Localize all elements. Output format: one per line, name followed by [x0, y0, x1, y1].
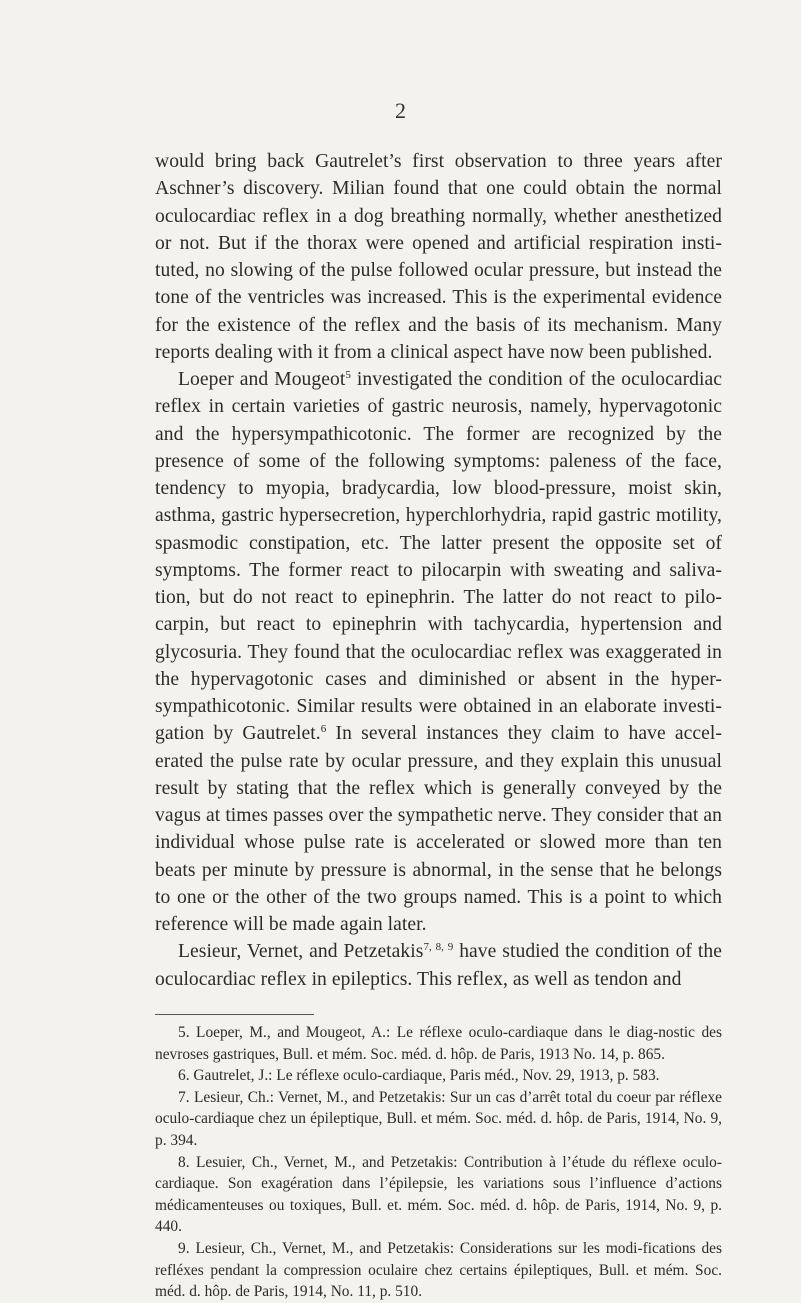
- paragraph-3-text-a: Lesieur, Vernet, and Petzetakis: [178, 941, 424, 963]
- body-paragraph-2: [155, 366, 722, 938]
- footnote-9: 9. Lesieur, Ch., Vernet, M., and Petzetakis: Considerations sur les modi-fications des refléxes pendant la compression oculaire chez certains épileptiques, Bull. et mém. Soc. méd. d. hôp. de Paris, 1914, No. 11, p. 510.: [155, 1239, 722, 1301]
- footnote-7: 7. Lesieur, Ch.: Vernet, M., and Petzetakis: Sur un cas d’arrêt total du coeur par réflexe oculo-cardiaque chez un épileptique, Bull. et mém. Soc. méd. d. hôp. de Paris, 1914, No. 9, p. 394.: [155, 1088, 722, 1149]
- reference-5-marker: 5: [345, 369, 351, 381]
- footnote-5: 5. Loeper, M., and Mougeot, A.: Le réflexe oculo-cardiaque dans le diag-nostic des nevroses gastriques, Bull. et mém. Soc. méd. d. hôp. de Paris, 1913 No. 14, p. 865.: [155, 1024, 722, 1063]
- paragraph-2-text-b: investigated the condition of the oculocardiac reflex in certain varieties of gastric neurosis, namely, hypervagotonic and the hypersympathicotonic. The former are recognized by the presence of some of the following symptoms: paleness of the face, tendency to myopia, bradycardia, low blood-pressure, moist skin, asthma, gastric hypersecretion, hyperchlorhydria, rapid gastric motility, spasmodic constipation, etc. The latter present the opposite set of symptoms. The former react to pilocarpin with sweating and saliva-tion, but do not react to epinephrin. The latter do not react to pilo-carpin, but react to epinephrin with tachycardia, hypertension and glycosuria. They found that the oculocardiac reflex was exaggerated in the hypervagotonic cases and diminished or absent in the hyper-sympathicotonic. Similar results were obtained in an elaborate investi-gation by Gautrelet.: [155, 369, 722, 745]
- footnote-6: 6. Gautrelet, J.: Le réflexe oculo-cardiaque, Paris méd., Nov. 29, 1913, p. 583.: [178, 1067, 660, 1085]
- body-paragraph-1: would bring back Gautrelet’s first observation to three years after Aschner’s discovery. Milian found that one could obtain the normal oculocardiac reflex in a dog breathing normally, whether anesthetized or not. But if the thorax were opened and artificial respiration insti-tuted, no slowing of the pulse followed ocular pressure, but instead the tone of the ventricles was increased. This is the experimental evidence for the existence of the reflex and the basis of its mechanism. Many reports dealing with it from a clinical aspect have now been published.: [155, 151, 722, 363]
- reference-7-8-9-marker: 7, 8, 9: [423, 941, 454, 954]
- page-number: 2: [395, 98, 406, 123]
- footnotes: [155, 1022, 722, 1303]
- footnote-separator: [155, 1014, 314, 1015]
- body-paragraph-3: [155, 938, 722, 993]
- footnote-8: 8. Lesuier, Ch., Vernet, M., and Petzetakis: Contribution à l’étude du réflexe oculo-cardiaque. Son exagération dans l’épilepsie, les variations sous l’influence d’actions médicamenteuses ou toxiques, Bull. et. mém. Soc. méd. d. hôp. de Paris, 1914, No. 9, p. 440.: [155, 1153, 722, 1236]
- body-text: [155, 148, 722, 993]
- reference-6-marker: 6: [320, 723, 327, 736]
- paragraph-3-text-b: have studied the condition of the oculocardiac reflex in epileptics. This reflex, as well as tendon and: [155, 941, 722, 990]
- paragraph-2-text-c: In several instances they claim to have accel-erated the pulse rate by ocular pressure, and they explain this unusual result by stating that the reflex which is generally conveyed by the vagus at times passes over the sympathetic nerve. They consider that an individual whose pulse rate is accelerated or slowed more than ten beats per minute by pressure is abnormal, in the sense that he belongs to one or the other of the two groups named. This is a point to which reference will be made again later.: [155, 723, 722, 935]
- paragraph-2-text-a: Loeper and Mougeot: [178, 369, 346, 390]
